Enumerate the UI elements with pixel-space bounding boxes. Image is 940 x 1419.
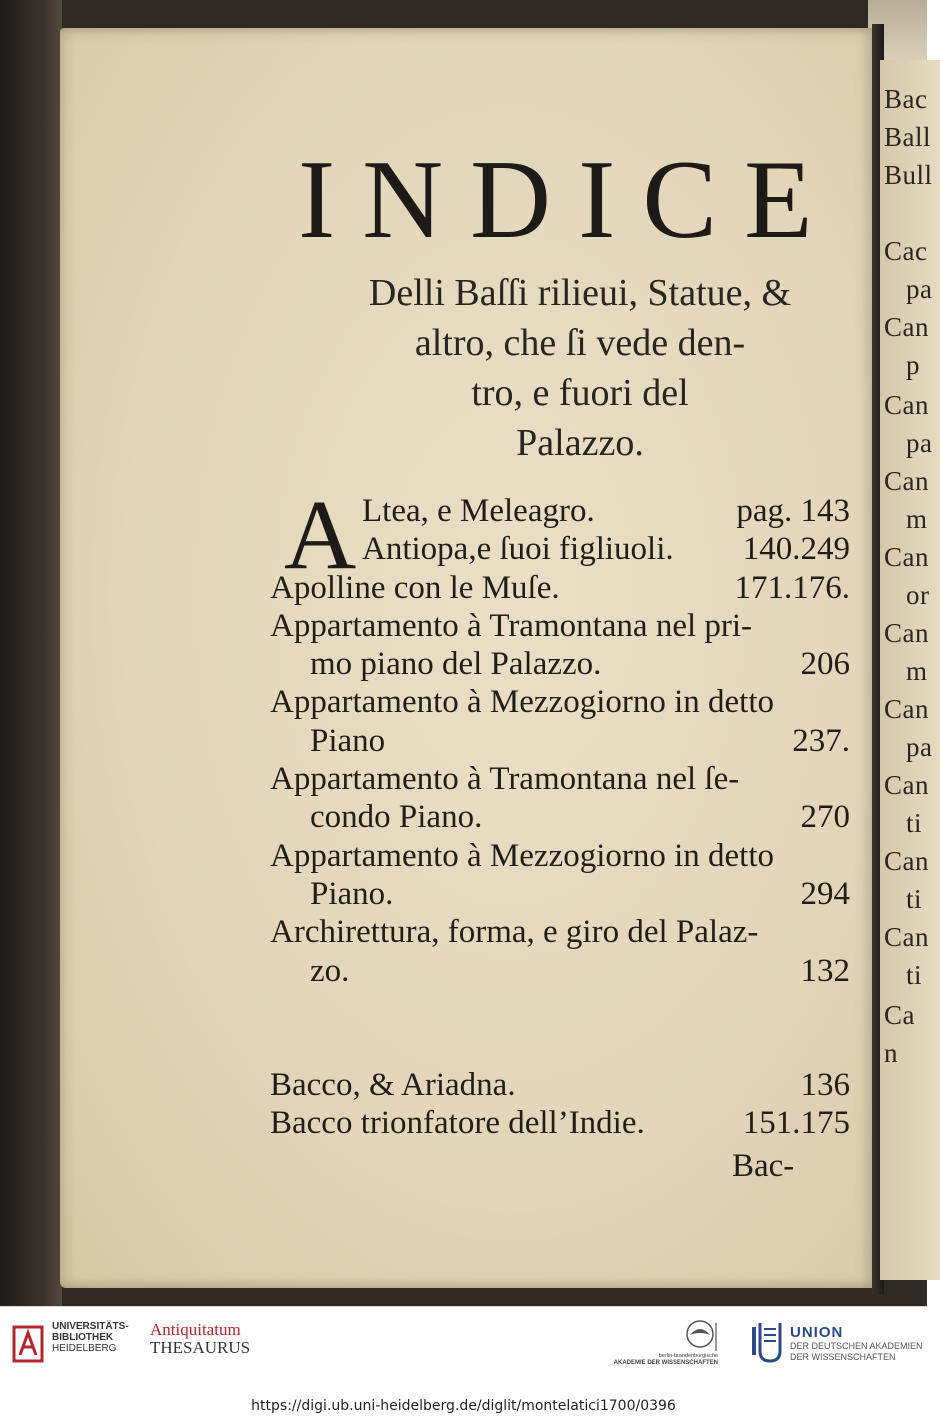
- entry-page: 171.176.: [734, 569, 850, 606]
- index-entry: [270, 722, 850, 760]
- thesaurus-line: Antiquitatum: [150, 1320, 241, 1339]
- facing-page-fragment: ti: [906, 960, 923, 990]
- union-line: DER WISSENSCHAFTEN: [790, 1352, 896, 1362]
- uni-line: UNIVERSITÄTS-: [52, 1321, 129, 1332]
- union-line: DER DEUTSCHEN AKADEMIEN: [790, 1341, 923, 1351]
- academy-name: [602, 1353, 718, 1367]
- facing-page-fragment: Can: [884, 846, 929, 876]
- facing-page-fragment: Can: [884, 542, 929, 572]
- union-academies-name: [790, 1325, 923, 1363]
- thesaurus-name: [150, 1321, 250, 1357]
- facing-page-fragment: Can: [884, 770, 929, 800]
- facing-page-fragment: p: [906, 350, 920, 380]
- subtitle-line: tro, e fuori del: [471, 372, 689, 414]
- subtitle-line: Palazzo.: [516, 422, 644, 464]
- entry-text: Appartamento à Mezzogiorno in detto: [270, 837, 775, 874]
- index-entry: [270, 645, 850, 683]
- page-subtitle: [300, 268, 860, 468]
- section-gap: [270, 990, 850, 1066]
- facing-page-fragment: pa: [906, 274, 933, 304]
- index-entry: [270, 952, 850, 990]
- facing-page-fragment: Can: [884, 694, 929, 724]
- index-entry: [270, 607, 850, 645]
- uni-line: HEIDELBERG: [52, 1343, 117, 1354]
- facing-page-fragment: Bac: [884, 84, 928, 114]
- entry-text: condo Piano.: [310, 799, 483, 836]
- index-entry: [270, 1104, 850, 1142]
- university-library-logo-icon: [12, 1323, 44, 1365]
- facing-page-fragment: m: [906, 656, 928, 686]
- entry-text: Appartamento à Tramontana nel ſe-: [270, 761, 740, 798]
- index-entry: [270, 875, 850, 913]
- academy-line: AKADEMIE DER WISSENSCHAFTEN: [613, 1360, 718, 1366]
- entry-text: Piano.: [310, 875, 394, 912]
- academy-line: berlin-brandenburgische: [658, 1353, 718, 1359]
- entry-text: Archirettura, forma, e giro del Palaz-: [270, 914, 759, 951]
- facing-page-fragment: Can: [884, 922, 929, 952]
- entry-text: Appartamento à Tramontana nel pri-: [270, 607, 753, 644]
- facing-page-fragment: Can: [884, 312, 929, 342]
- entry-text: Antiopa,e ſuoi figliuoli.: [362, 531, 674, 568]
- entry-page: 132: [800, 952, 850, 989]
- entry-page: 270: [800, 799, 850, 836]
- index-entry: [270, 683, 850, 721]
- thesaurus-line: THESAURUS: [150, 1338, 251, 1357]
- catchword: Bac-: [732, 1148, 795, 1184]
- index-entry: [270, 837, 850, 875]
- facing-page-fragment: pa: [906, 732, 933, 762]
- facing-page-fragment: Can: [884, 618, 929, 648]
- index-entry: [270, 569, 850, 607]
- entry-text: Ltea, e Meleagro.: [362, 493, 595, 529]
- academy-eagle-logo-icon: [680, 1319, 720, 1353]
- union-academies-logo-icon: [752, 1321, 782, 1371]
- entry-text: Bacco trionfatore dell’Indie.: [270, 1105, 645, 1142]
- index-entry: [270, 492, 850, 530]
- facing-page-fragment: Cac: [884, 236, 928, 266]
- entry-page: pag. 143: [736, 493, 850, 529]
- entry-page: 294: [800, 875, 850, 912]
- page-title: INDICE: [298, 138, 840, 262]
- book-left-edge: [0, 0, 62, 1306]
- facing-page-fragment: Can: [884, 390, 929, 420]
- entry-text: Apolline con le Muſe.: [270, 569, 560, 606]
- page-url[interactable]: https://digi.ub.uni-heidelberg.de/diglit/montelatici1700/0396: [0, 1394, 927, 1419]
- entry-page: 206: [800, 646, 850, 683]
- entry-page: 136: [800, 1066, 850, 1103]
- facing-page: [880, 60, 940, 1280]
- index-entry: [270, 798, 850, 836]
- uni-line: BIBLIOTHEK: [52, 1332, 114, 1343]
- facing-page-fragment: Bull: [884, 160, 933, 190]
- facing-page-fragment: pa: [906, 428, 933, 458]
- facing-page-fragment: n: [884, 1038, 898, 1068]
- facing-page-fragment: Can: [884, 466, 929, 496]
- footer-bar: [0, 1306, 927, 1395]
- index-entries: [270, 479, 850, 1142]
- entry-page: 151.175: [742, 1105, 850, 1142]
- entry-text: zo.: [310, 952, 350, 989]
- subtitle-line: altro, che ſi vede den-: [414, 322, 746, 364]
- entry-page: 237.: [792, 722, 850, 759]
- facing-page-fragment: m: [906, 504, 928, 534]
- facing-page-fragment: Ca: [884, 1000, 915, 1030]
- entry-text: Bacco, & Ariadna.: [270, 1066, 516, 1103]
- union-title: UNION: [790, 1324, 844, 1341]
- index-entry: [270, 913, 850, 951]
- entry-text: Piano: [310, 722, 386, 759]
- university-library-name: [52, 1321, 142, 1354]
- subtitle-line: Delli Baſſi rilieui, Statue, &: [368, 272, 792, 314]
- entry-text: mo piano del Palazzo.: [310, 646, 602, 683]
- facing-page-fragment: or: [906, 580, 930, 610]
- index-entry: [270, 1066, 850, 1104]
- index-entry: [270, 530, 850, 568]
- facing-page-fragment: ti: [906, 884, 923, 914]
- facing-page-fragment: Ball: [884, 122, 931, 152]
- entry-page: 140.249: [742, 531, 850, 568]
- entry-text: Appartamento à Mezzogiorno in detto: [270, 684, 775, 721]
- drop-cap: A: [284, 479, 357, 590]
- index-entry: [270, 760, 850, 798]
- facing-page-fragment: ti: [906, 808, 923, 838]
